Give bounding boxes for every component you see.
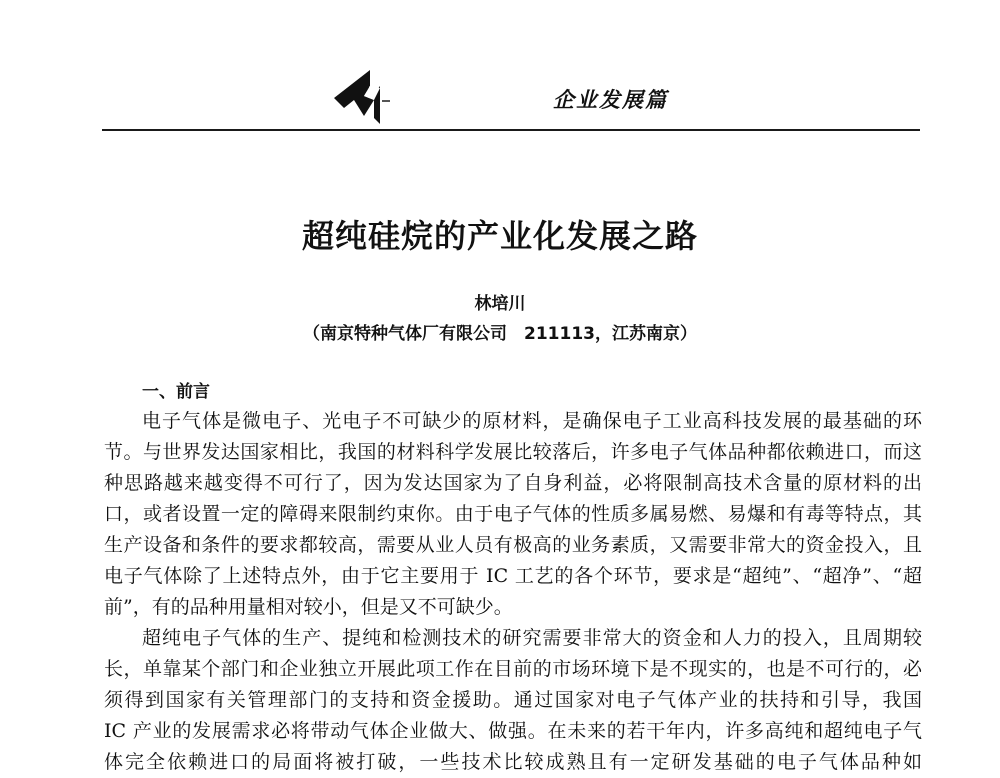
article-author: 林培川 — [474, 294, 526, 314]
author-affiliation: （南京特种气体厂有限公司 211113，江苏南京） — [303, 324, 697, 344]
paragraph-line: IC 产业的发展需求必将带动气体企业做大、做强。在未来的若干年内，许多高纯和超纯电子气 — [104, 720, 922, 742]
running-header-section: 企业发展篇 — [553, 87, 668, 112]
paragraph-line: 电子气体是微电子、光电子不可缺少的原材料，是确保电子工业高科技发展的最基础的环 — [142, 410, 922, 432]
paragraph-line: 口，或者设置一定的障碍来限制约束你。由于电子气体的性质多属易燃、易爆和有毒等特点，其 — [104, 503, 922, 525]
section-heading: 一、前言 — [142, 382, 210, 402]
paragraph-line: 须得到国家有关管理部门的支持和资金援助。通过国家对电子气体产业的扶持和引导，我国 — [104, 689, 922, 711]
article-title: 超纯硅烷的产业化发展之路 — [301, 217, 698, 255]
paragraph-line: 生产设备和条件的要求都较高，需要从业人员有极高的业务素质，又需要非常大的资金投入，且 — [104, 534, 922, 556]
paragraph-line: 长，单靠某个部门和企业独立开展此项工作在目前的市场环境下是不现实的，也是不可行的，必 — [104, 658, 922, 680]
paragraph-line: 电子气体除了上述特点外，由于它主要用于 IC 工艺的各个环节，要求是“超纯”、“超净”、“超 — [104, 565, 922, 587]
paragraph-line: 前”，有的品种用量相对较小，但是又不可缺少。 — [104, 596, 513, 618]
paragraph-line: 节。与世界发达国家相比，我国的材料科学发展比较落后，许多电子气体品种都依赖进口，而这 — [104, 441, 922, 463]
paragraph-line: 体完全依赖进口的局面将被打破，一些技术比较成熟且有一定研发基础的电子气体品种如 — [104, 751, 922, 773]
paragraph-2 — [104, 623, 922, 778]
paragraph-1 — [104, 406, 922, 623]
article-body — [104, 380, 922, 778]
header-rule — [102, 129, 920, 131]
paragraph-line: 种思路越来越变得不可行了，因为发达国家为了自身利益，必将限制高技术含量的原材料的出 — [104, 472, 922, 494]
company-logo-icon — [330, 64, 408, 126]
paragraph-line: 超纯电子气体的生产、提纯和检测技术的研究需要非常大的资金和人力的投入，且周期较 — [142, 627, 922, 649]
